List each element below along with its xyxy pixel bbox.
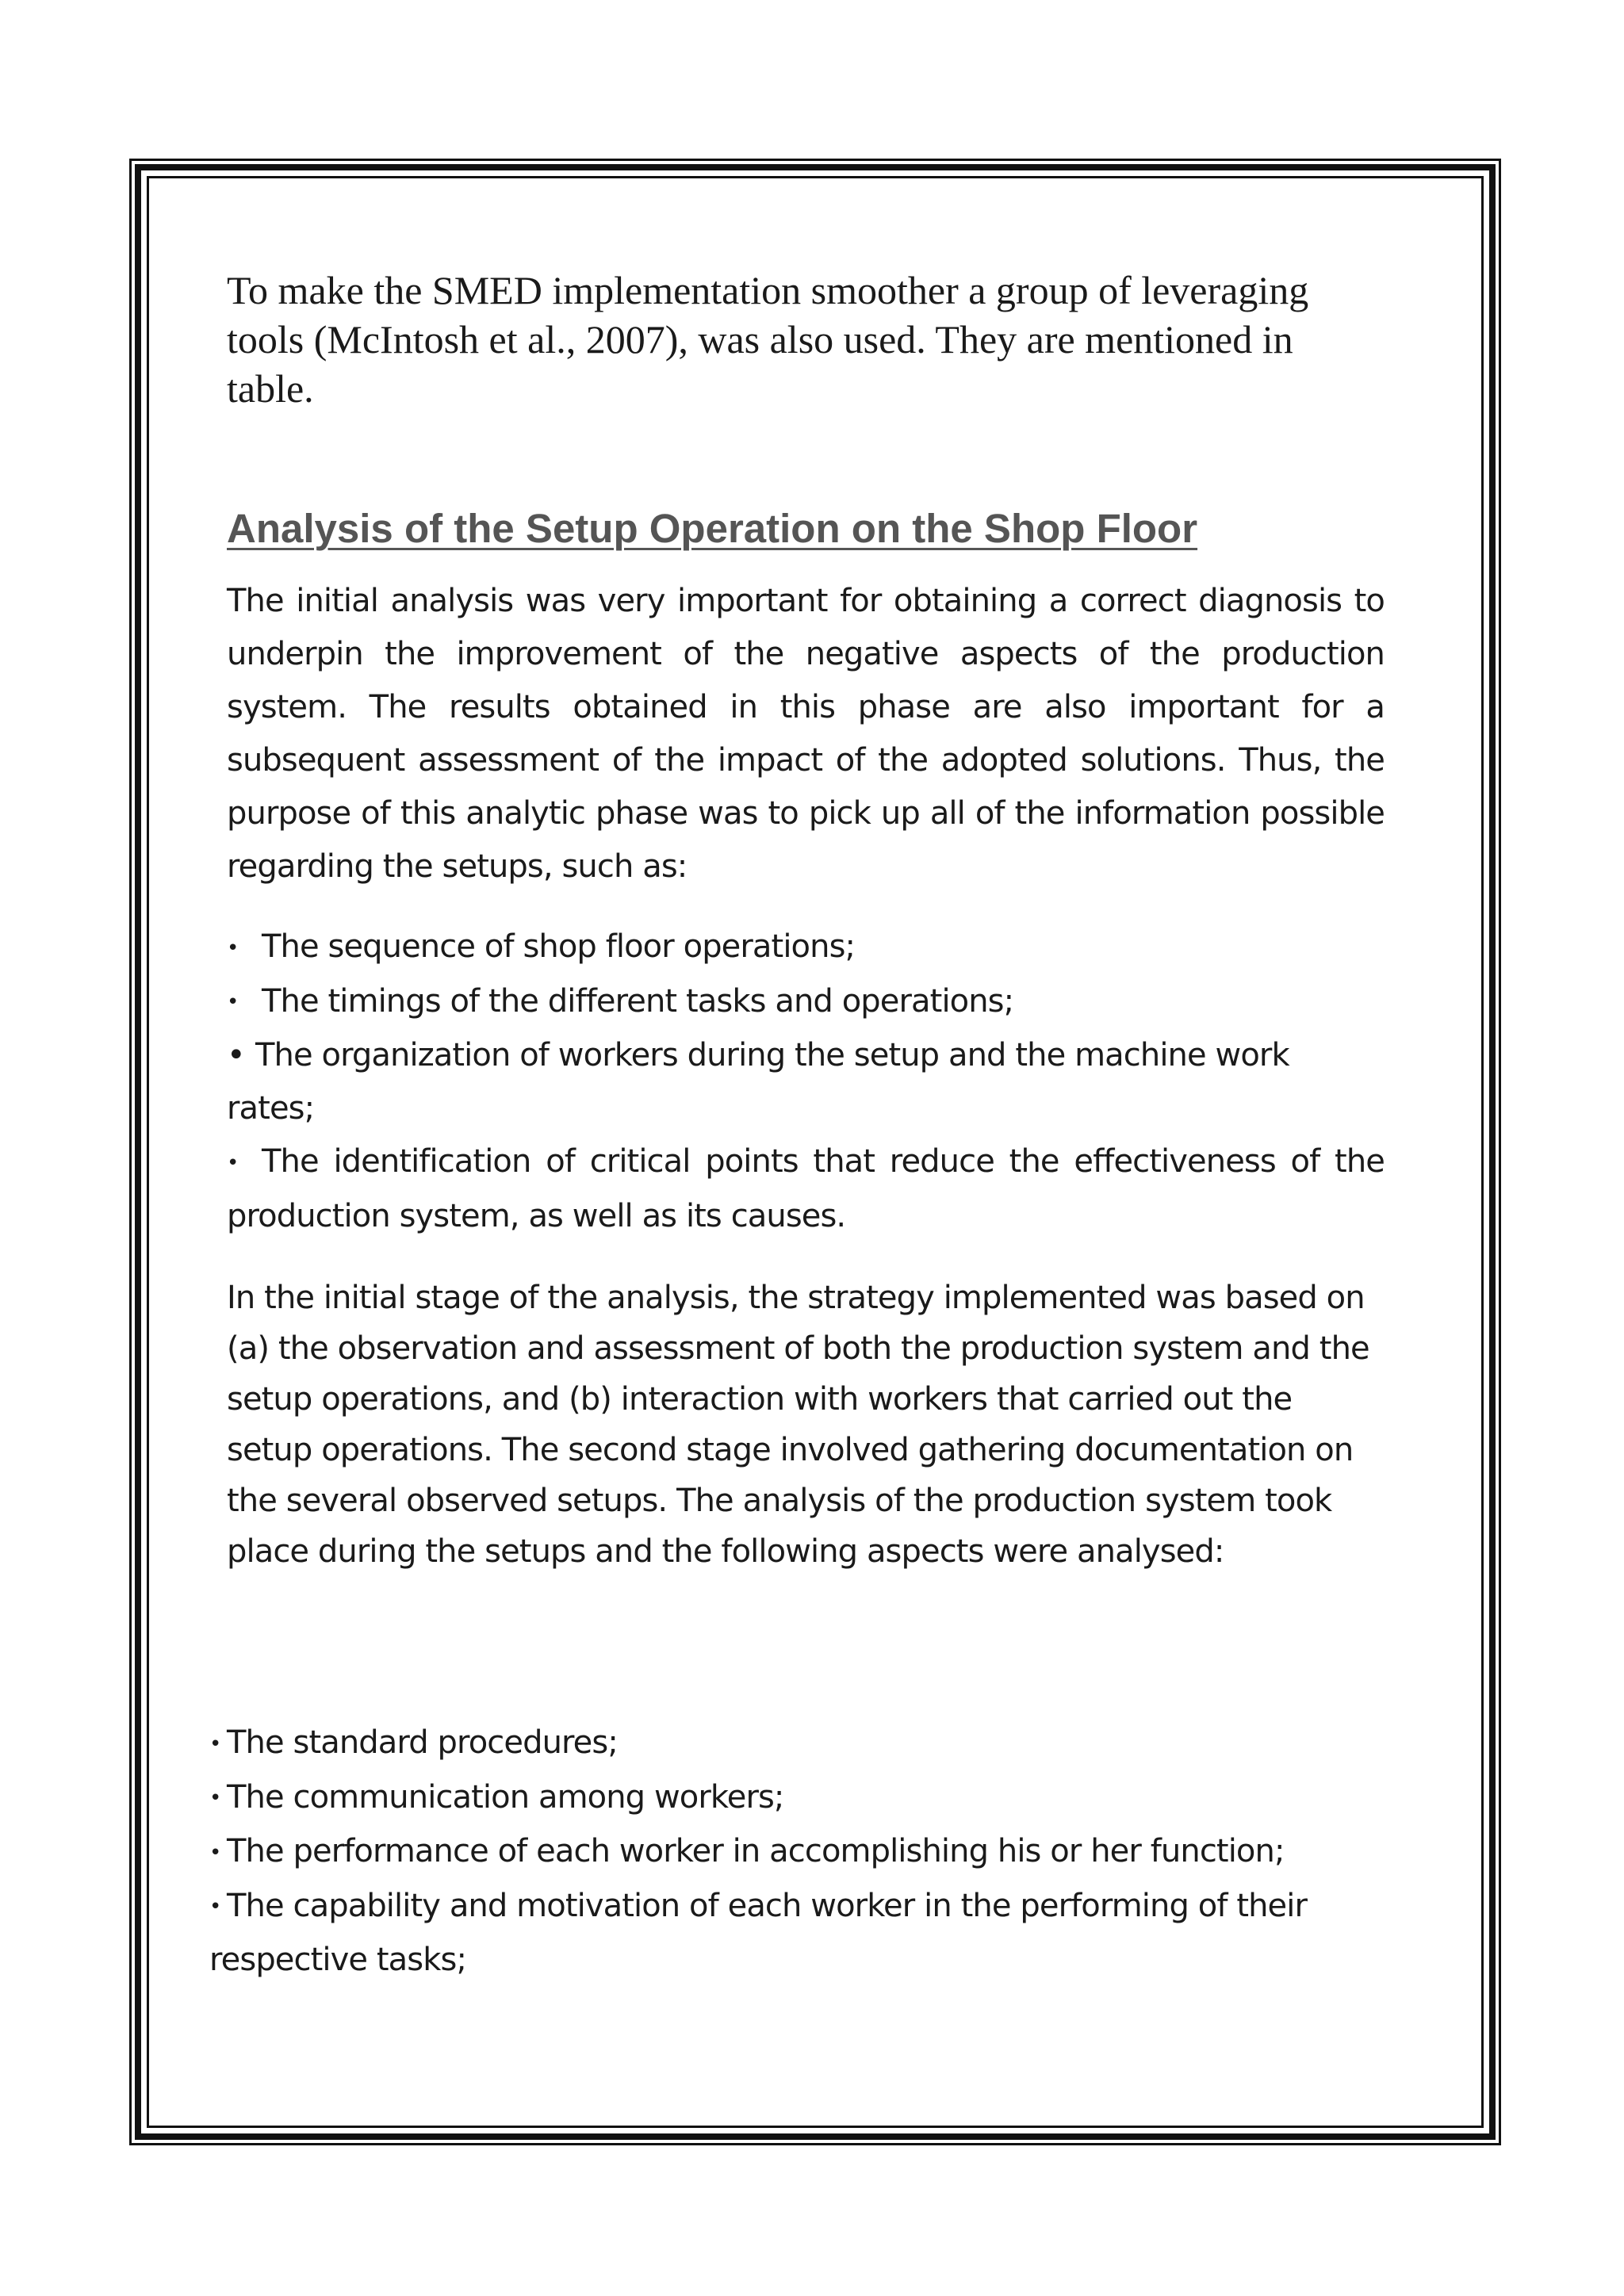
analysed-aspects-list xyxy=(209,1716,1391,1987)
list-item xyxy=(209,1825,1391,1880)
strategy-paragraph: In the initial stage of the analysis, the strategy implemented was based on (a) the observation and assessment of both the production system and the setup operations, and (b) interaction with workers that carried out the setup operations. The second stage involved gathering documentation on the several observed setups. The analysis of the production system took place during the setups and the following aspects were analysed: xyxy=(227,1280,1369,1570)
list-item xyxy=(227,1135,1385,1243)
list-item xyxy=(209,1716,1391,1771)
list-item-text: The standard procedures; xyxy=(227,1724,618,1761)
intro-paragraph: To make the SMED implementation smoother a group of leveraging tools (McIntosh et al., 2007), was also used. They are mentioned in table. xyxy=(227,268,1309,411)
list-item xyxy=(227,1029,1385,1135)
bullet-icon: • xyxy=(227,990,239,1014)
list-item xyxy=(227,920,1385,975)
list-item xyxy=(209,1880,1391,1988)
list-item-text: The timings of the different tasks and operations; xyxy=(262,982,1014,1020)
bullet-icon: • xyxy=(209,1732,221,1756)
analysis-paragraph: The initial analysis was very important for obtaining a correct diagnosis to underpin the improvement of the negative aspects of the production system. The results obtained in this phase are also important for a subsequent assessment of the impact of the adopted solutions. Thus, the purpose of this analytic phase was to pick up all of the information possible regarding the setups, such as: xyxy=(227,583,1385,885)
bullet-icon: • xyxy=(227,1150,239,1175)
list-item-text: The performance of each worker in accomplishing his or her function; xyxy=(227,1833,1285,1869)
list-item-text: The identification of critical points that reduce the effectiveness of the production system, as well as its causes. xyxy=(227,1143,1385,1234)
setup-info-list xyxy=(227,920,1385,1243)
bullet-icon: • xyxy=(209,1786,221,1810)
bullet-icon: • xyxy=(227,936,239,960)
list-item-text: The communication among workers; xyxy=(227,1778,784,1816)
bullet-icon: • xyxy=(209,1895,221,1919)
section-heading: Analysis of the Setup Operation on the Shop Floor xyxy=(227,506,1198,551)
list-item xyxy=(227,975,1385,1030)
bullet-icon: • xyxy=(227,1037,245,1073)
list-item-text: The capability and motivation of each worker in the performing of their respective tasks; xyxy=(209,1887,1308,1978)
list-item-text: The organization of workers during the setup and the machine work rates; xyxy=(227,1037,1289,1127)
list-item xyxy=(209,1771,1391,1826)
list-item-text: The sequence of shop floor operations; xyxy=(262,928,856,965)
bullet-icon: • xyxy=(209,1840,221,1865)
document-content xyxy=(209,266,1385,1978)
